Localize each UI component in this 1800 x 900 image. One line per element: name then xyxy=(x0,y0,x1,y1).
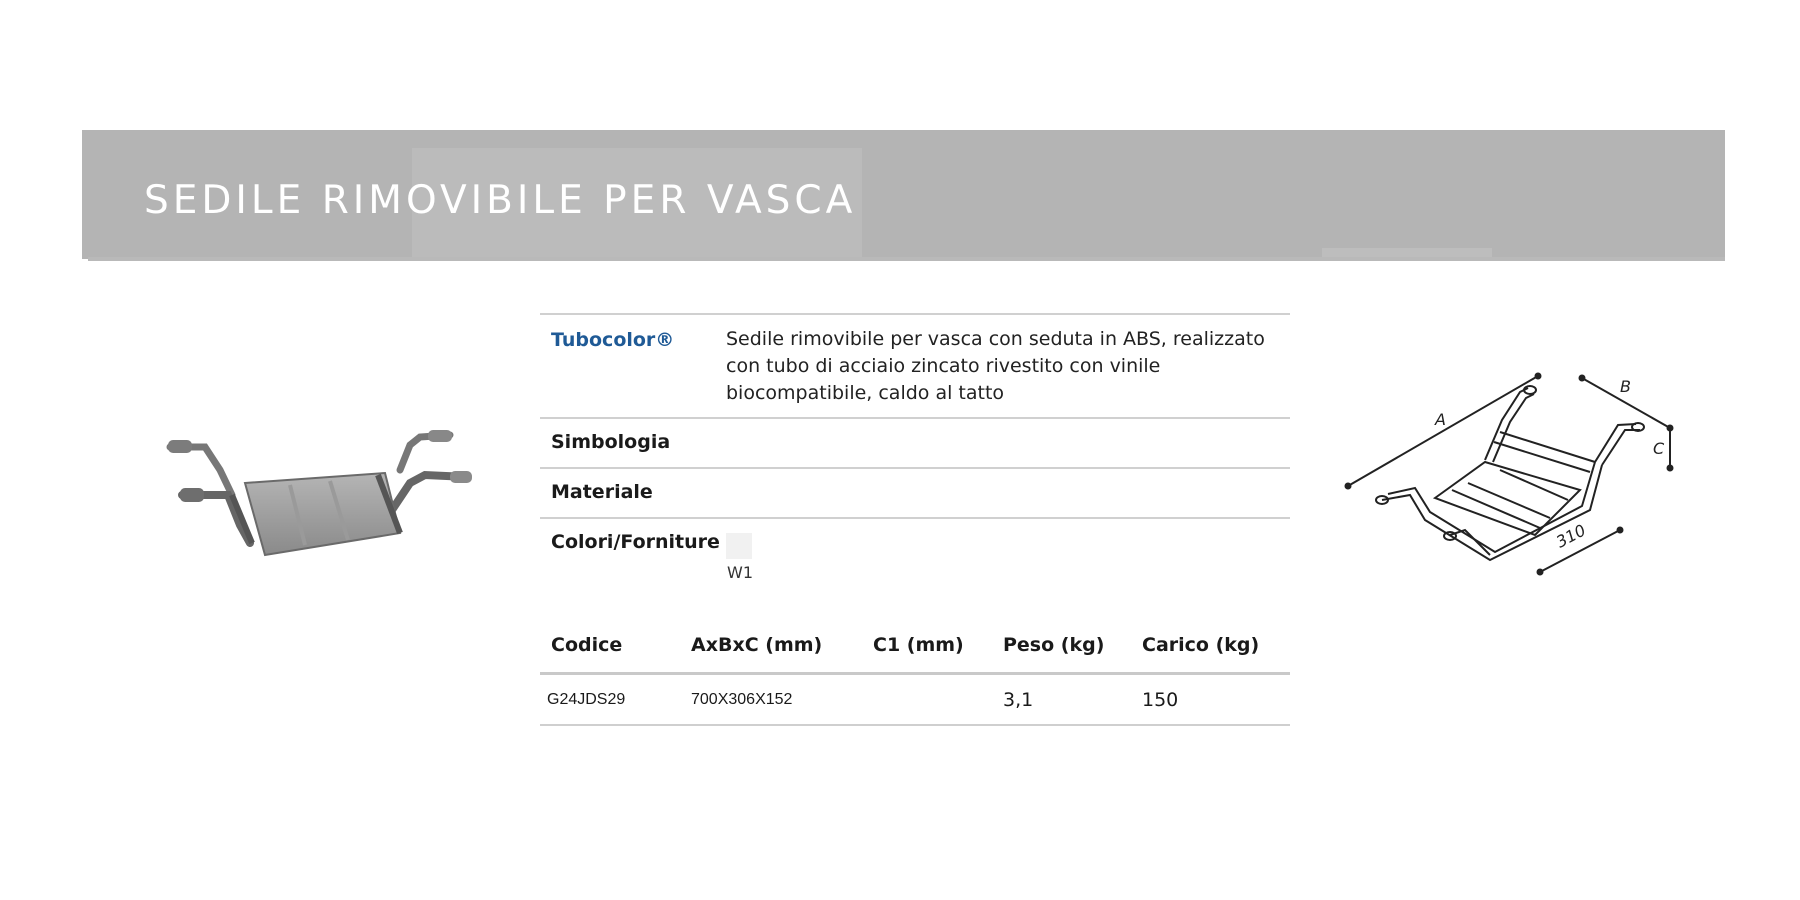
spec-table xyxy=(540,313,1290,589)
column-header-peso: Peso (kg) xyxy=(1003,634,1105,656)
spec-row-simbologia xyxy=(540,417,1290,467)
cell-carico: 150 xyxy=(1142,689,1179,711)
product-description: Sedile rimovibile per vasca con seduta in ABS, realizzato con tubo di acciaio zincato rivestito con vinile biocompatibile, caldo al tatto xyxy=(726,328,1265,404)
brand-label: Tubocolor® xyxy=(551,329,675,351)
spec-row-materiale xyxy=(540,467,1290,517)
materiale-label: Materiale xyxy=(551,481,653,503)
dimension-label-c: C xyxy=(1653,439,1665,458)
colori-label: Colori/Forniture xyxy=(551,531,720,553)
dimension-label-b: B xyxy=(1620,377,1631,396)
dimension-label-310: 310 xyxy=(1552,520,1589,552)
spec-row-colori xyxy=(540,517,1290,589)
cell-codice: G24JDS29 xyxy=(547,691,626,708)
spec-row-brand xyxy=(540,313,1290,417)
column-header-dimensions: AxBxC (mm) xyxy=(691,634,823,656)
cell-dimensions: 700X306X152 xyxy=(691,691,793,708)
simbologia-label: Simbologia xyxy=(551,431,671,453)
column-header-carico: Carico (kg) xyxy=(1142,634,1260,656)
color-code: W1 xyxy=(727,563,753,582)
color-swatch[interactable] xyxy=(726,533,752,559)
header-banner xyxy=(82,130,1725,259)
table-row xyxy=(540,675,1290,726)
product-photo xyxy=(160,415,480,565)
dimension-label-a: A xyxy=(1435,410,1446,429)
cell-peso: 3,1 xyxy=(1003,689,1034,711)
technical-drawing xyxy=(1340,370,1680,590)
product-codes-table xyxy=(540,620,1290,726)
column-header-c1: C1 (mm) xyxy=(873,634,964,656)
table-header xyxy=(540,620,1290,675)
page-title: SEDILE RIMOVIBILE PER VASCA xyxy=(144,178,857,223)
banner-shadow xyxy=(88,257,1725,261)
column-header-codice: Codice xyxy=(551,634,623,656)
